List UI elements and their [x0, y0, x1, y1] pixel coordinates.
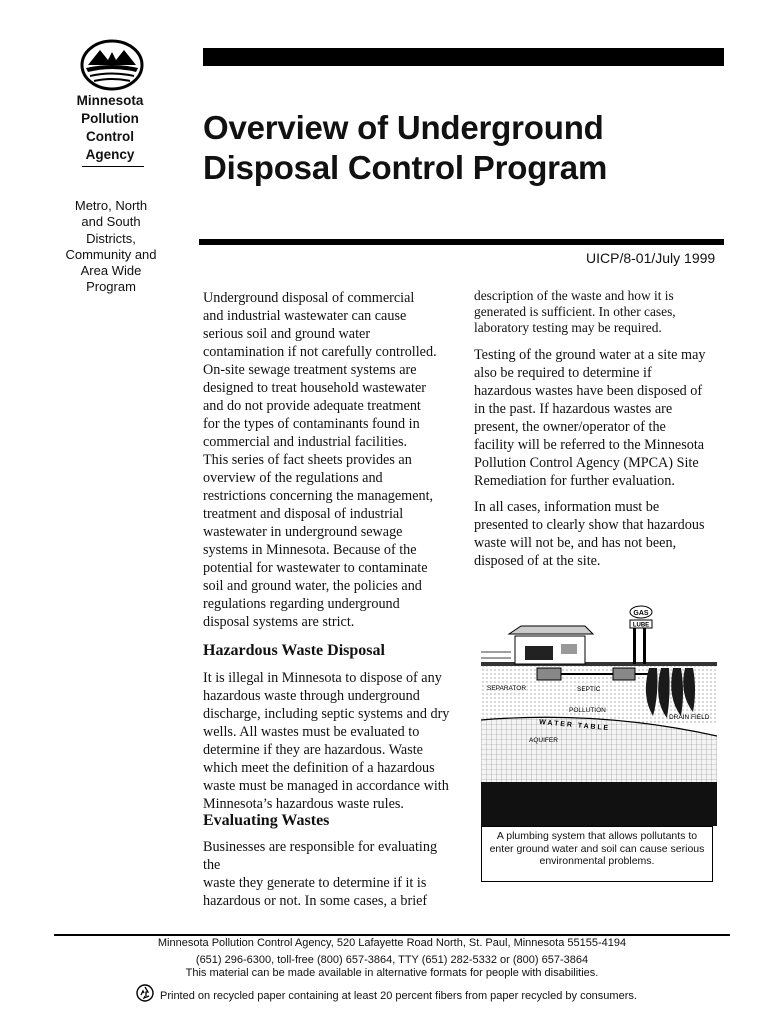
footer-alt-formats: This material can be made available in alternative formats for people with disabilities. [185, 967, 599, 979]
figure-caption [481, 826, 713, 882]
col2-paragraph-a [474, 288, 724, 336]
text-line: for the types of contaminants found in [203, 416, 420, 432]
station-window [561, 644, 577, 654]
sign-post [643, 624, 646, 664]
text-line: in the past. If hazardous wastes are [474, 401, 673, 417]
text-line: determine if they are hazardous. Waste [203, 742, 423, 758]
text-line: present, the owner/operator of the [474, 419, 666, 435]
separator-tank [537, 668, 561, 680]
text-line: also be required to determine if [474, 365, 652, 381]
hazard-heading: Hazardous Waste Disposal [203, 642, 385, 659]
footer-phones: (651) 296-6300, toll-free (800) 657-3864, TTY (651) 282-5332 or (800) 657-3864 [195, 954, 589, 966]
title-divider [199, 239, 724, 245]
text-line: On-site sewage treatment systems are [203, 362, 417, 378]
page-title [203, 108, 723, 188]
text-line: contamination if not carefully controlled. [203, 344, 437, 360]
separator-label: SEPARATOR [487, 685, 527, 692]
text-line: This series of fact sheets provides an [203, 452, 412, 468]
text-line: designed to treat household wastewater [203, 380, 426, 396]
text-line: potential for wastewater to contaminate [203, 560, 428, 576]
text-line: wells. All wastes must be evaluated to [203, 724, 420, 740]
district-line: Program [86, 279, 136, 295]
gas-label: GAS [633, 610, 649, 617]
text-line: disposed of at the site. [474, 553, 601, 569]
text-line: overview of the regulations and [203, 470, 383, 486]
garage-door [525, 646, 553, 660]
text-line: Minnesota’s hazardous waste rules. [203, 796, 404, 812]
sign-post [633, 624, 636, 664]
agency-name-line: Agency [85, 147, 135, 162]
text-line: which meet the definition of a hazardous [203, 760, 435, 776]
district-line: and South [81, 214, 141, 230]
district-line: Metro, North [74, 198, 148, 213]
text-line: Underground disposal of commercial [203, 290, 415, 306]
text-line: regulations regarding underground [203, 596, 400, 612]
aquifer-label: AQUIFER [529, 737, 558, 744]
footer-divider [54, 934, 730, 936]
district-line: Districts, [86, 230, 136, 246]
text-line: In all cases, information must be [474, 499, 660, 515]
septic-tank [613, 668, 635, 680]
district-label [58, 198, 164, 296]
caption-line: enter ground water and soil can cause serious [489, 842, 705, 855]
septic-label: SEPTIC [577, 686, 601, 693]
recycle-icon [136, 984, 154, 1002]
agency-name-line: Pollution [81, 111, 139, 126]
document-number: UICP/8-01/July 1999 [586, 250, 716, 266]
title-line: Overview of Underground [203, 109, 604, 146]
text-line: hazardous or not. In some cases, a brief [203, 893, 428, 909]
pollution-label: POLLUTION [569, 707, 606, 714]
caption-line: environmental problems. [539, 855, 655, 867]
footer-recycled: Printed on recycled paper containing at least 20 percent fibers from paper recycled by consumers. [160, 990, 637, 1002]
header-bar [203, 48, 724, 66]
text-line: Pollution Control Agency (MPCA) Site [474, 455, 699, 471]
district-line: Area Wide [80, 263, 142, 279]
title-line: Disposal Control Program [203, 149, 608, 186]
text-line: description of the waste and how it is [474, 288, 674, 303]
water-table-label: W A T E R T A B L E [538, 719, 609, 733]
text-line: and do not provide adequate treatment [203, 398, 421, 414]
eval-paragraph [203, 838, 455, 910]
text-line: treatment and disposal of industrial [203, 506, 404, 522]
fence [481, 652, 511, 658]
text-line: It is illegal in Minnesota to dispose of any [203, 670, 442, 686]
text-line: serious soil and ground water [203, 326, 371, 342]
text-line: Businesses are responsible for evaluating the [203, 839, 438, 873]
drain-field-label: DRAIN FIELD [669, 714, 710, 721]
col2-paragraph-c [474, 498, 724, 570]
eval-heading: Evaluating Wastes [203, 812, 330, 829]
bedrock [481, 782, 717, 826]
lube-label: LUBE [632, 622, 650, 629]
mpca-logo [78, 38, 146, 92]
agency-name [58, 92, 162, 164]
text-line: soil and ground water, the policies and [203, 578, 422, 594]
hazard-paragraph [203, 669, 455, 813]
text-line: presented to clearly show that hazardous [474, 517, 705, 533]
text-line: and industrial wastewater can cause [203, 308, 407, 324]
text-line: restrictions concerning the management, [203, 488, 434, 504]
pollution-diagram [481, 604, 717, 826]
col2-paragraph-b [474, 346, 724, 490]
text-line: generated is sufficient. In other cases, [474, 304, 676, 319]
text-line: Remediation for further evaluation. [474, 473, 675, 489]
text-line: waste will not be, and has not been, [474, 535, 677, 551]
text-line: hazardous waste through underground [203, 688, 420, 704]
agency-divider [82, 166, 144, 167]
caption-line: A plumbing system that allows pollutants to [496, 830, 698, 842]
intro-paragraph [203, 289, 455, 631]
text-line: hazardous wastes have been disposed of [474, 383, 703, 399]
agency-name-line: Minnesota [76, 93, 144, 108]
station-roof [509, 626, 593, 634]
text-line: disposal systems are strict. [203, 614, 355, 630]
text-line: commercial and industrial facilities. [203, 434, 408, 450]
text-line: waste must be managed in accordance with [203, 778, 449, 794]
text-line: waste they generate to determine if it is [203, 875, 427, 891]
text-line: Testing of the ground water at a site may [474, 347, 706, 363]
text-line: wastewater in underground sewage [203, 524, 403, 540]
district-line: Community and [65, 246, 157, 262]
text-line: laboratory testing may be required. [474, 320, 662, 335]
footer-address: Minnesota Pollution Control Agency, 520 Lafayette Road North, St. Paul, Minnesota 55155-4194 [157, 937, 627, 949]
agency-name-line: Control [86, 129, 134, 144]
text-line: facility will be referred to the Minnesota [474, 437, 705, 453]
text-line: discharge, including septic systems and dry [203, 706, 450, 722]
text-line: systems in Minnesota. Because of the [203, 542, 417, 558]
